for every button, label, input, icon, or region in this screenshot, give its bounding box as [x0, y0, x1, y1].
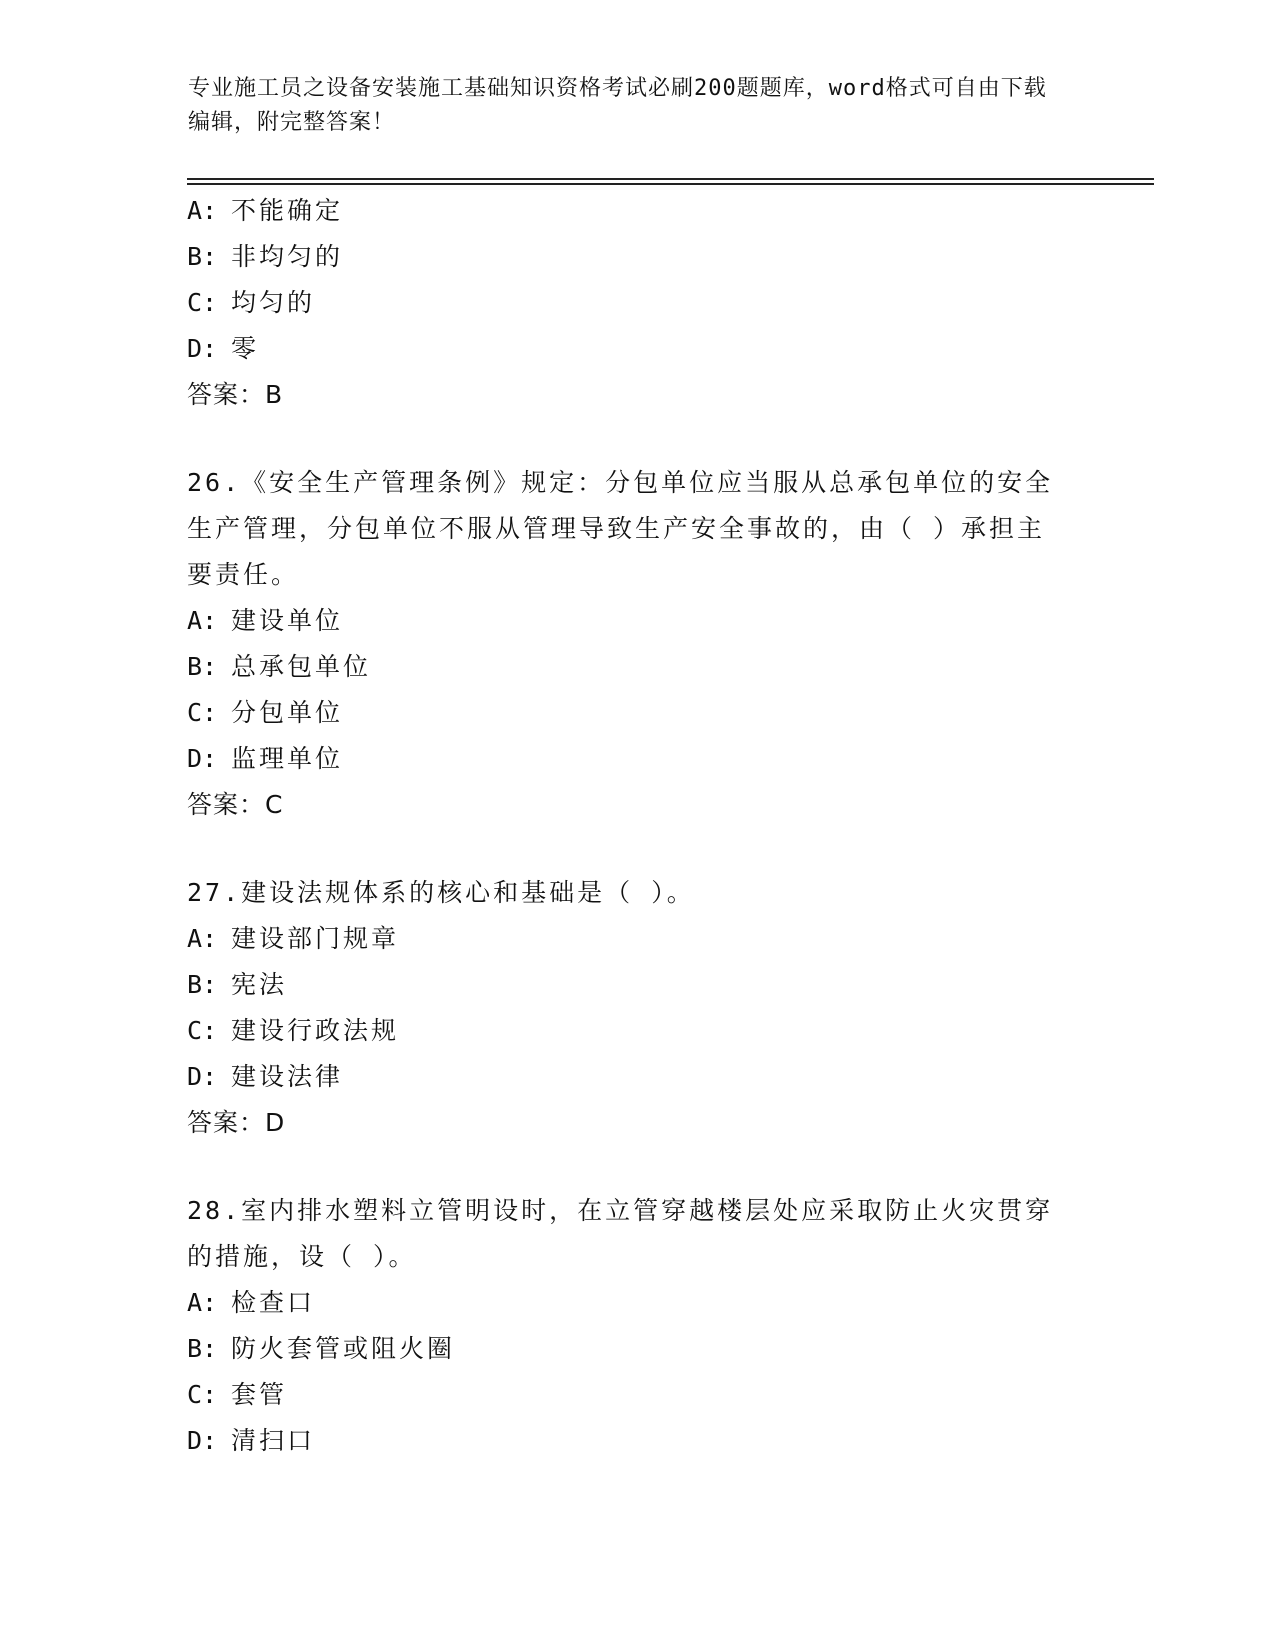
- answer-line: 答案：D: [187, 1108, 286, 1137]
- question-list: [187, 188, 1087, 1464]
- option-d: [187, 736, 1087, 782]
- option-a: [187, 188, 1087, 234]
- option-letter: D:: [187, 744, 218, 773]
- option-c: [187, 690, 1087, 736]
- option-text: 套管: [231, 1380, 288, 1409]
- option-c: [187, 1008, 1087, 1054]
- option-b: [187, 1326, 1087, 1372]
- question-block: [187, 188, 1087, 418]
- option-text: 检查口: [231, 1288, 316, 1317]
- option-text: 零: [231, 334, 260, 363]
- document-header: 专业施工员之设备安装施工基础知识资格考试必刷200题题库，word格式可自由下载编辑，附完整答案！: [188, 76, 1047, 135]
- option-letter: D:: [187, 334, 218, 363]
- option-text: 防火套管或阻火圈: [231, 1334, 456, 1363]
- option-text: 建设部门规章: [231, 924, 400, 953]
- option-letter: C:: [187, 1380, 218, 1409]
- option-text: 建设法律: [231, 1062, 344, 1091]
- option-text: 总承包单位: [231, 652, 372, 681]
- option-letter: D:: [187, 1426, 218, 1455]
- option-letter: B:: [187, 970, 218, 999]
- option-letter: A:: [187, 196, 218, 225]
- option-text: 不能确定: [231, 196, 344, 225]
- option-c: [187, 280, 1087, 326]
- option-text: 清扫口: [231, 1426, 316, 1455]
- option-text: 宪法: [231, 970, 288, 999]
- question-text: 26.《安全生产管理条例》规定：分包单位应当服从总承包单位的安全生产管理，分包单位不服从管理导致生产安全事故的，由（ ）承担主要责任。: [187, 468, 1054, 589]
- option-letter: B:: [187, 652, 218, 681]
- option-b: [187, 962, 1087, 1008]
- option-a: [187, 1280, 1087, 1326]
- option-text: 建设行政法规: [231, 1016, 400, 1045]
- option-a: [187, 598, 1087, 644]
- option-d: [187, 1054, 1087, 1100]
- answer-line: 答案：B: [187, 380, 284, 409]
- question-block: [187, 870, 1087, 1146]
- answer-line: 答案：C: [187, 790, 284, 819]
- option-letter: D:: [187, 1062, 218, 1091]
- question-block: [187, 460, 1087, 828]
- header-divider-bottom: [187, 183, 1154, 185]
- option-text: 均匀的: [231, 288, 316, 317]
- option-a: [187, 916, 1087, 962]
- question-text: 28.室内排水塑料立管明设时，在立管穿越楼层处应采取防止火灾贯穿的措施，设（ ）。: [187, 1196, 1054, 1271]
- option-text: 监理单位: [231, 744, 344, 773]
- option-letter: B:: [187, 1334, 218, 1363]
- option-d: [187, 326, 1087, 372]
- option-letter: C:: [187, 288, 218, 317]
- option-b: [187, 234, 1087, 280]
- option-letter: A:: [187, 1288, 218, 1317]
- question-block: [187, 1188, 1087, 1464]
- option-d: [187, 1418, 1087, 1464]
- option-c: [187, 1372, 1087, 1418]
- option-letter: B:: [187, 242, 218, 271]
- option-letter: A:: [187, 606, 218, 635]
- option-letter: C:: [187, 698, 218, 727]
- option-b: [187, 644, 1087, 690]
- option-letter: A:: [187, 924, 218, 953]
- option-text: 非均匀的: [231, 242, 344, 271]
- option-text: 建设单位: [231, 606, 344, 635]
- question-text: 27.建设法规体系的核心和基础是（ ）。: [187, 878, 695, 907]
- option-letter: C:: [187, 1016, 218, 1045]
- option-text: 分包单位: [231, 698, 344, 727]
- header-divider-top: [187, 178, 1154, 180]
